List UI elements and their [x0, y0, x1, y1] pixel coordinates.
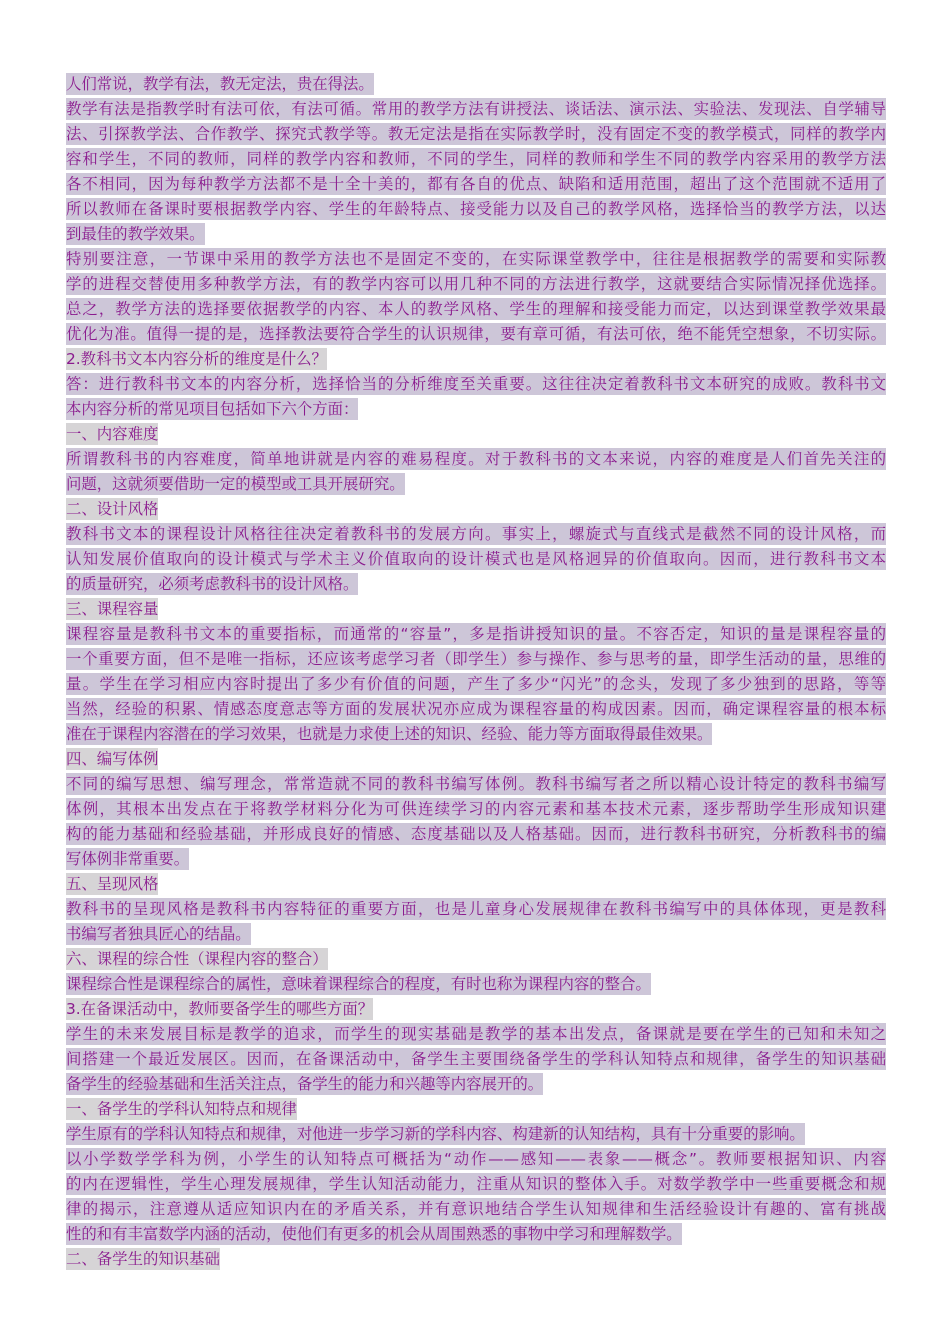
text-line-content: 学生的未来发展目标是教学的追求，而学生的现实基础是教学的基本出发点，备课就是要在学生的已知和未知之	[66, 1025, 886, 1043]
text-line	[66, 197, 886, 222]
text-line-content: 当然，经验的积累、情感态度意志等方面的发展状况亦应成为课程容量的构成因素。因而，确定课程容量的根本标	[66, 700, 886, 718]
text-line-content: 二、备学生的知识基础	[66, 1250, 220, 1268]
text-line-content: 体例，其根本出发点在于将教学材料分化为可供连续学习的内容元素和基本技术元素，逐步帮助学生形成知识建	[66, 800, 886, 818]
text-line-content: 所谓教科书的内容难度，简单地讲就是内容的难易程度。对于教科书的文本来说，内容的难度是人们首先关注的	[66, 450, 886, 468]
text-line-content: 容和学生，不同的教师，同样的教学内容和教师，不同的学生，同样的教师和学生不同的教学内容采用的教学方法	[66, 150, 886, 168]
text-line-content: 特别要注意，一节课中采用的教学方法也不是固定不变的，在实际课堂教学中，往往是根据教学的需要和实际教	[66, 250, 886, 268]
text-line-content: 教学有法是指教学时有法可依，有法可循。常用的教学方法有讲授法、谈话法、演示法、实验法、发现法、自学辅导	[66, 100, 886, 118]
text-line-content: 本内容分析的常见项目包括如下六个方面：	[66, 400, 359, 418]
text-line	[66, 347, 886, 372]
text-line	[66, 1047, 886, 1072]
text-line	[66, 1022, 886, 1047]
text-line	[66, 247, 886, 272]
text-line-content: 书编写者独具匠心的结晶。	[66, 925, 251, 943]
text-line-content: 的内在逻辑性，学生心理发展规律，学生认知活动能力，注重从知识的整体入手。对数学教学中一些重要概念和规	[66, 1175, 886, 1193]
text-line	[66, 747, 886, 772]
text-line	[66, 97, 886, 122]
text-line	[66, 572, 886, 597]
text-line-content: 以小学数学学科为例，小学生的认知特点可概括为“动作——感知——表象——概念”。教师要根据知识、内容	[66, 1150, 886, 1168]
text-line-content: 四、编写体例	[66, 750, 159, 768]
text-line-content: 学生原有的学科认知特点和规律，对他进一步学习新的学科内容、构建新的认知结构，具有十分重要的影响。	[66, 1125, 805, 1143]
text-line-content: 2.教科书文本内容分析的维度是什么？	[66, 350, 327, 368]
text-line	[66, 597, 886, 622]
text-line-content: 备学生的经验基础和生活关注点，备学生的能力和兴趣等内容展开的。	[66, 1075, 544, 1093]
text-line-content: 三、课程容量	[66, 600, 159, 618]
text-line-content: 到最佳的教学效果。	[66, 225, 205, 243]
text-line	[66, 1197, 886, 1222]
text-line	[66, 1122, 886, 1147]
text-line-content: 的质量研究，必须考虑教科书的设计风格。	[66, 575, 359, 593]
text-line-content: 一、内容难度	[66, 425, 159, 443]
text-line	[66, 672, 886, 697]
text-line-content: 教科书的呈现风格是教科书内容特征的重要方面，也是儿童身心发展规律在教科书编写中的具体体现，更是教科	[66, 900, 886, 918]
text-line	[66, 547, 886, 572]
text-line-content: 一个重要方面，但不是唯一指标，还应该考虑学习者（即学生）参与操作、参与思考的量，即学生活动的量，思维的	[66, 650, 886, 668]
text-line-content: 六、课程的综合性（课程内容的整合）	[66, 950, 328, 968]
text-line-content: 准在于课程内容潜在的学习效果，也就是力求使上述的知识、经验、能力等方面取得最佳效果。	[66, 725, 713, 743]
text-line-content: 人们常说，教学有法，教无定法，贵在得法。	[66, 75, 374, 93]
text-line-content: 认知发展价值取向的设计模式与学术主义价值取向的设计模式也是风格迥异的价值取向。因而，进行教科书文本	[66, 550, 886, 568]
text-line-content: 写体例非常重要。	[66, 850, 190, 868]
text-line	[66, 1247, 886, 1272]
text-line	[66, 322, 886, 347]
text-line	[66, 697, 886, 722]
text-line-content: 各不相同，因为每种教学方法都不是十全十美的，都有各自的优点、缺陷和适用范围，超出了这个范围就不适用了	[66, 175, 886, 193]
text-line	[66, 622, 886, 647]
text-line-content: 答：进行教科书文本的内容分析，选择恰当的分析维度至关重要。这往往决定着教科书文本研究的成败。教科书文	[66, 375, 886, 393]
text-line-content: 课程综合性是课程综合的属性，意味着课程综合的程度，有时也称为课程内容的整合。	[66, 975, 651, 993]
text-line	[66, 422, 886, 447]
text-line	[66, 172, 886, 197]
text-line	[66, 1072, 886, 1097]
text-line	[66, 922, 886, 947]
text-line-content: 教科书文本的课程设计风格往往决定着教科书的发展方向。事实上，螺旋式与直线式是截然不同的设计风格，而	[66, 525, 886, 543]
text-line	[66, 497, 886, 522]
text-line	[66, 1222, 886, 1247]
text-line-content: 间搭建一个最近发展区。因而，在备课活动中，备学生主要围绕备学生的学科认知特点和规律，备学生的知识基础	[66, 1050, 886, 1068]
text-line	[66, 872, 886, 897]
text-line-content: 优化为准。值得一提的是，选择教法要符合学生的认识规律，要有章可循，有法可依，绝不能凭空想象，不切实际。	[66, 325, 886, 343]
text-line	[66, 1172, 886, 1197]
text-line	[66, 797, 886, 822]
text-line-content: 二、设计风格	[66, 500, 159, 518]
text-line-content: 总之，教学方法的选择要依据教学的内容、本人的教学风格、学生的理解和接受能力而定，以达到课堂教学效果最	[66, 300, 886, 318]
text-line	[66, 1147, 886, 1172]
text-line	[66, 122, 886, 147]
text-line	[66, 447, 886, 472]
text-line-content: 构的能力基础和经验基础，并形成良好的情感、态度基础以及人格基础。因而，进行教科书研究，分析教科书的编	[66, 825, 886, 843]
text-line-content: 性的和有丰富数学内涵的活动，使他们有更多的机会从周围熟悉的事物中学习和理解数学。	[66, 1225, 682, 1243]
document-body	[66, 72, 886, 1272]
text-line	[66, 647, 886, 672]
text-line-content: 3.在备课活动中，教师要备学生的哪些方面？	[66, 1000, 374, 1018]
text-line	[66, 472, 886, 497]
text-line	[66, 372, 886, 397]
text-line	[66, 947, 886, 972]
text-line-content: 五、呈现风格	[66, 875, 159, 893]
text-line-content: 学的进程交替使用多种教学方法，有的教学内容可以用几种不同的方法进行教学，这就要结合实际情况择优选择。	[66, 275, 886, 293]
text-line	[66, 722, 886, 747]
text-line-content: 量。学生在学习相应内容时提出了多少有价值的问题，产生了多少“闪光”的念头，发现了多少独到的思路，等等	[66, 675, 886, 693]
text-line-content: 问题，这就须要借助一定的模型或工具开展研究。	[66, 475, 405, 493]
text-line	[66, 847, 886, 872]
text-line	[66, 897, 886, 922]
text-line	[66, 997, 886, 1022]
text-line	[66, 272, 886, 297]
text-line-content: 法、引探教学法、合作教学、探究式教学等。教无定法是指在实际教学时，没有固定不变的教学模式，同样的教学内	[66, 125, 886, 143]
text-line-content: 所以教师在备课时要根据教学内容、学生的年龄特点、接受能力以及自己的教学风格，选择恰当的教学方法，以达	[66, 200, 886, 218]
text-line	[66, 297, 886, 322]
text-line	[66, 222, 886, 247]
text-line-content: 课程容量是教科书文本的重要指标，而通常的“容量”，多是指讲授知识的量。不容否定，知识的量是课程容量的	[66, 625, 886, 643]
text-line-content: 不同的编写思想、编写理念，常常造就不同的教科书编写体例。教科书编写者之所以精心设计特定的教科书编写	[66, 775, 886, 793]
text-line	[66, 522, 886, 547]
text-line	[66, 822, 886, 847]
text-line	[66, 1097, 886, 1122]
text-line-content: 律的揭示，注意遵从适应知识内在的矛盾关系，并有意识地结合学生认知规律和生活经验设计有趣的、富有挑战	[66, 1200, 886, 1218]
text-line	[66, 147, 886, 172]
text-line	[66, 397, 886, 422]
text-line-content: 一、备学生的学科认知特点和规律	[66, 1100, 297, 1118]
text-line	[66, 972, 886, 997]
text-line	[66, 772, 886, 797]
text-line	[66, 72, 886, 97]
